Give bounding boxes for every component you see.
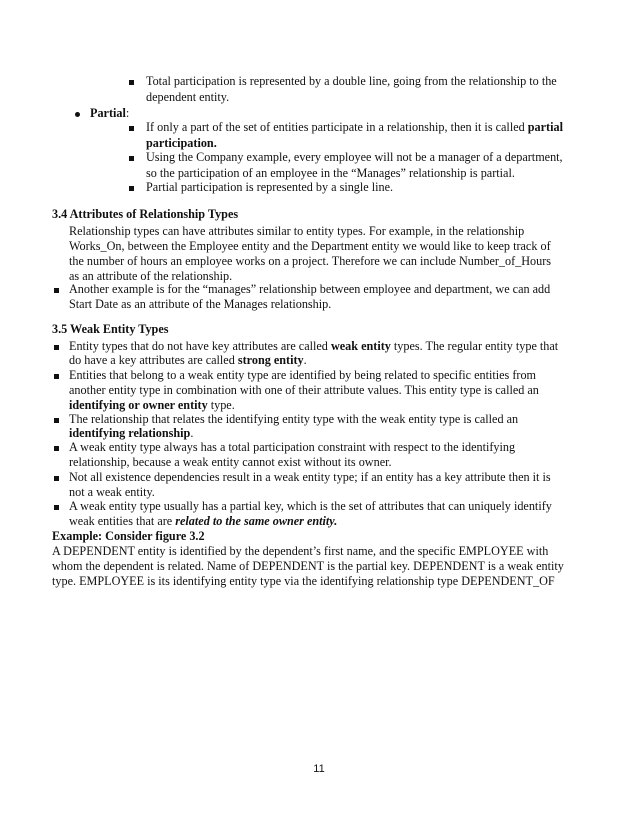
section-3-5-heading: 3.5 Weak Entity Types xyxy=(52,322,169,336)
bullet-square-icon xyxy=(54,476,59,481)
weak-bullet5-line2: not a weak entity. xyxy=(69,485,155,499)
bullet-square-icon xyxy=(54,505,59,510)
weak-bullet2-line3: identifying or owner entity type. xyxy=(69,398,235,412)
weak-bullet2-line1: Entities that belong to a weak entity type are identified by being related to specific entities from xyxy=(69,368,537,382)
weak-bullet2-line2: another entity type in combination with one of their attribute values. This entity type is called an xyxy=(69,383,539,397)
weak-bullet1-line1: Entity types that do not have key attributes are called weak entity types. The regular entity type that xyxy=(69,339,559,353)
section-3-4-para-line3: the number of hours an employee works on a project. Therefore we can include Number_of_Hours xyxy=(69,254,552,268)
page-number: 11 xyxy=(313,763,325,775)
weak-bullet1-line2: do have a key attributes are called strong entity. xyxy=(69,353,307,367)
bullet-square-icon xyxy=(129,126,134,131)
bullet-square-icon xyxy=(54,288,59,293)
example-line2: whom the dependent is related. Name of DEPENDENT is the partial key. DEPENDENT is a weak entity xyxy=(52,559,564,573)
bullet-square-icon xyxy=(129,80,134,85)
total-participation-line1: Total participation is represented by a double line, going from the relationship to the xyxy=(146,74,557,88)
bullet-dot-icon xyxy=(75,112,80,117)
example-line1: A DEPENDENT entity is identified by the dependent’s first name, and the specific EMPLOYEE with xyxy=(52,544,549,558)
partial-bullet2-line2: so the participation of an employee in the “Manages” relationship is partial. xyxy=(146,166,515,180)
weak-bullet3-line2: identifying relationship. xyxy=(69,426,194,440)
section-3-4-para-line2: Works_On, between the Employee entity and the Department entity we would like to keep track of xyxy=(69,239,551,253)
section-3-4-bullet-line1: Another example is for the “manages” relationship between employee and department, we can add xyxy=(69,282,551,296)
bullet-square-icon xyxy=(54,446,59,451)
bullet-square-icon xyxy=(129,156,134,161)
weak-bullet6-line2: weak entities that are related to the same owner entity. xyxy=(69,514,338,528)
bullet-square-icon xyxy=(129,186,134,191)
total-participation-line2: dependent entity. xyxy=(146,90,230,104)
bullet-square-icon xyxy=(54,345,59,350)
weak-bullet5-line1: Not all existence dependencies result in a weak entity type; if an entity has a key attribute then it is xyxy=(69,470,551,484)
weak-bullet6-line1: A weak entity type usually has a partial key, which is the set of attributes that can uniquely identify xyxy=(69,499,552,513)
weak-bullet3-line1: The relationship that relates the identifying entity type with the weak entity type is called an xyxy=(69,412,519,426)
bullet-square-icon xyxy=(54,418,59,423)
example-line3: type. EMPLOYEE is its identifying entity type via the identifying relationship type DEPENDENT_OF xyxy=(52,574,555,588)
section-3-4-para-line1: Relationship types can have attributes similar to entity types. For example, in the relationship xyxy=(69,224,525,238)
weak-bullet4-line1: A weak entity type always has a total participation constraint with respect to the identifying xyxy=(69,440,516,454)
bullet-square-icon xyxy=(54,374,59,379)
section-3-4-bullet-line2: Start Date as an attribute of the Manages relationship. xyxy=(69,297,332,311)
weak-bullet4-line2: relationship, because a weak entity cannot exist without its owner. xyxy=(69,455,392,469)
partial-bullet1-line2: participation. xyxy=(146,136,217,150)
partial-bullet1-line1: If only a part of the set of entities participate in a relationship, then it is called partial xyxy=(146,120,563,134)
section-3-4-para-line4: as an attribute of the relationship. xyxy=(69,269,233,283)
example-heading: Example: Consider figure 3.2 xyxy=(52,529,205,543)
partial-label: Partial: xyxy=(90,106,130,120)
partial-bullet3: Partial participation is represented by a single line. xyxy=(146,180,394,194)
section-3-4-heading: 3.4 Attributes of Relationship Types xyxy=(52,207,239,221)
partial-bullet2-line1: Using the Company example, every employee will not be a manager of a department, xyxy=(146,150,563,164)
